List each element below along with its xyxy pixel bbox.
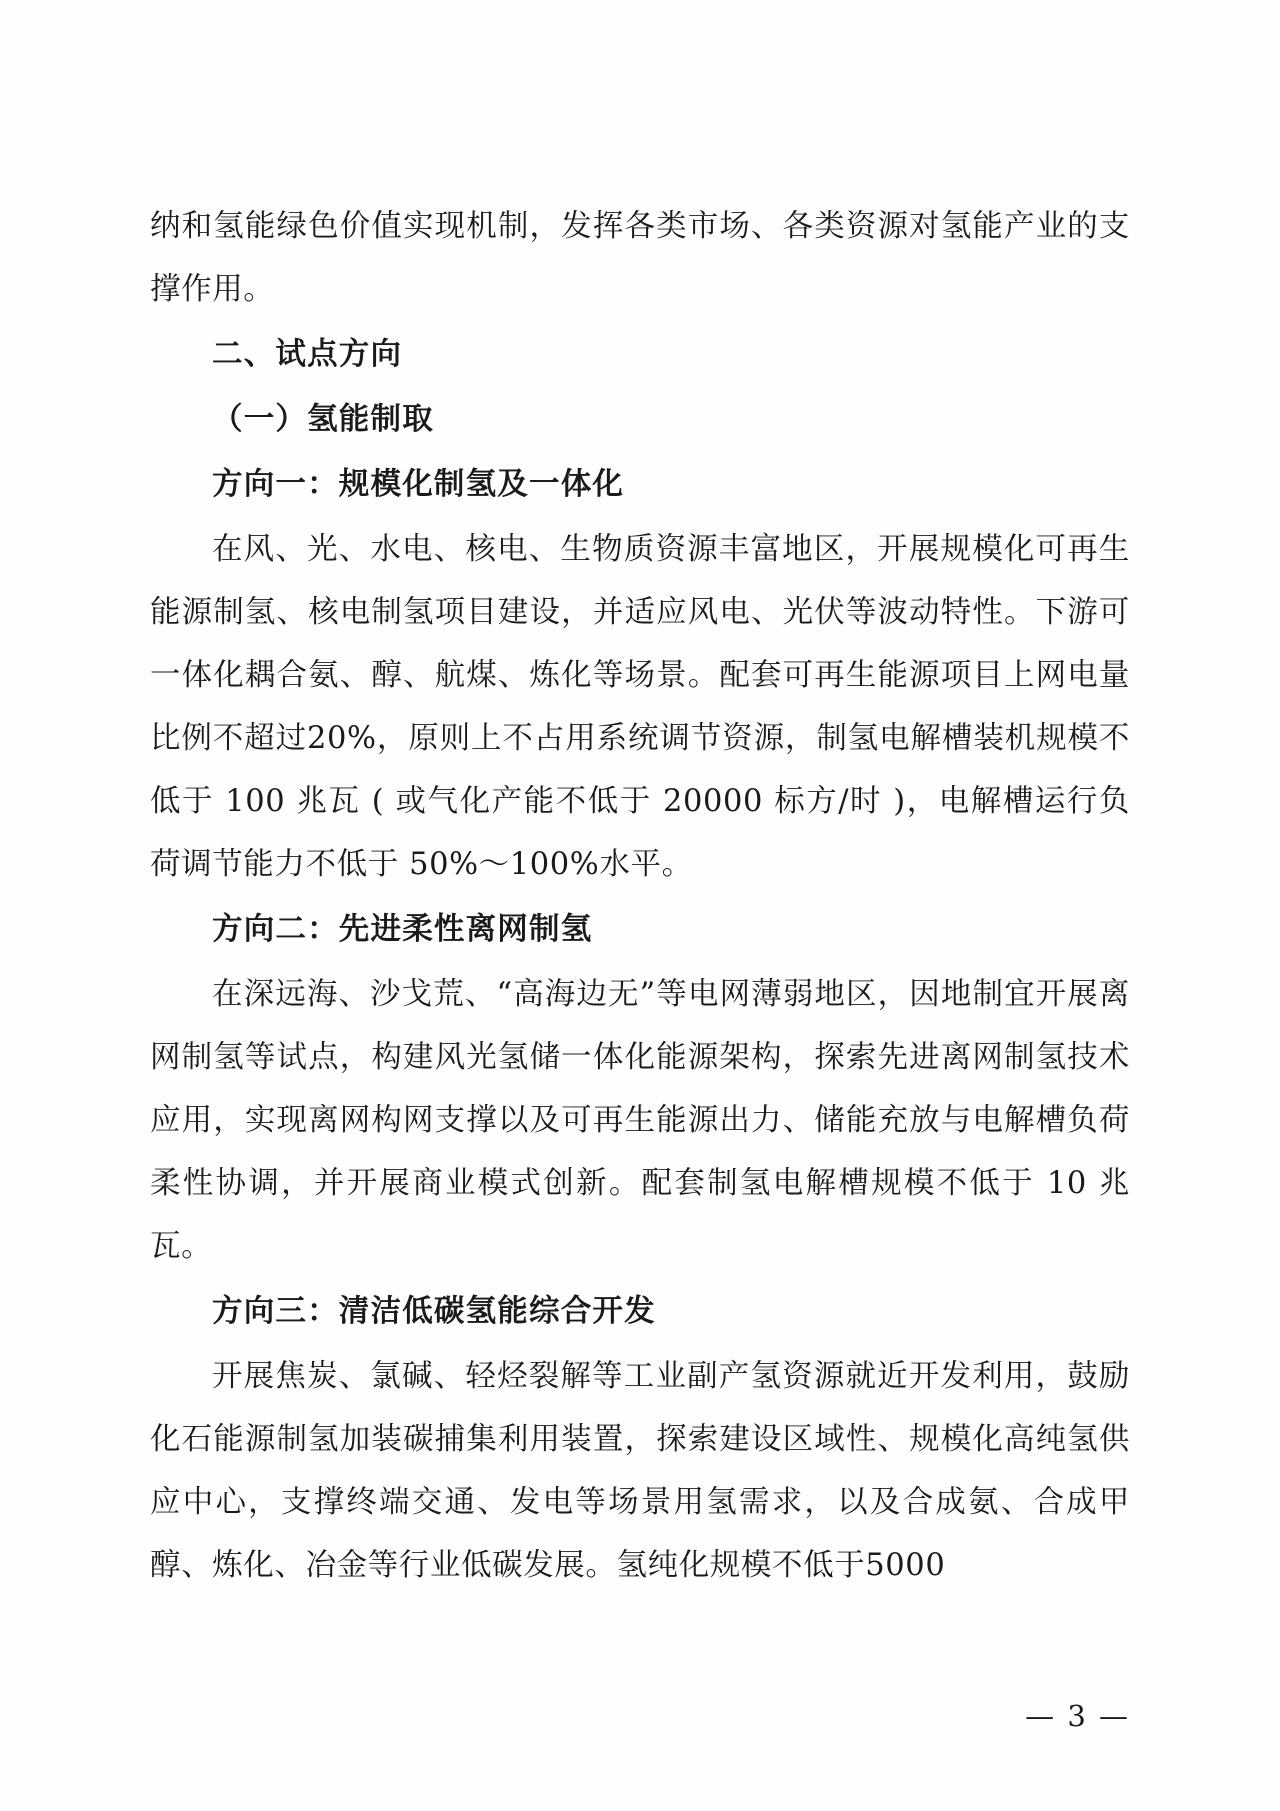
direction-heading-three: 方向三：清洁低碳氢能综合开发 [212, 1293, 656, 1329]
direction-heading-one: 方向一：规模化制氢及一体化 [212, 466, 625, 502]
direction-two-body: 在深远海、沙戈荒、“高海边无”等电网薄弱地区，因地制宜开展离网制氢等试点，构建风光氢储一体化能源架构，探索先进离网制氢技术应用，实现离网构网支撑以及可再生能源出力、储能充放与电解槽负荷柔性协调，并开展商业模式创新。配套制氢电解槽规模不低于 10 兆瓦。 [150, 977, 1130, 1264]
direction-one-body: 在风、光、水电、核电、生物质资源丰富地区，开展规模化可再生能源制氢、核电制氢项目建设，并适应风电、光伏等波动特性。下游可一体化耦合氨、醇、航煤、炼化等场景。配套可再生能源项目上网电量比例不超过20%，原则上不占用系统调节资源，制氢电解槽装机规模不低于 100 兆瓦 ( 或气化产能不低于 20000 标方/时 )，电解槽运行负荷调节能力不低于 50%～100%水平。 [150, 532, 1130, 882]
direction-heading-two: 方向二：先进柔性离网制氢 [212, 911, 593, 947]
section-heading-two: 二、试点方向 [212, 336, 403, 372]
paragraph-intro: 纳和氢能绿色价值实现机制，发挥各类市场、各类资源对氢能产业的支撑作用。 [150, 209, 1130, 307]
document-body [150, 195, 1130, 1597]
direction-three-body: 开展焦炭、氯碱、轻烃裂解等工业副产氢资源就近开发利用，鼓励化石能源制氢加装碳捕集利用装置，探索建设区域性、规模化高纯氢供应中心，支撑终端交通、发电等场景用氢需求，以及合成氨、合成甲醇、炼化、冶金等行业低碳发展。氢纯化规模不低于5000 [150, 1359, 1130, 1583]
subsection-heading-one: （一）氢能制取 [212, 401, 434, 437]
page-number: — 3 — [1025, 1699, 1130, 1733]
